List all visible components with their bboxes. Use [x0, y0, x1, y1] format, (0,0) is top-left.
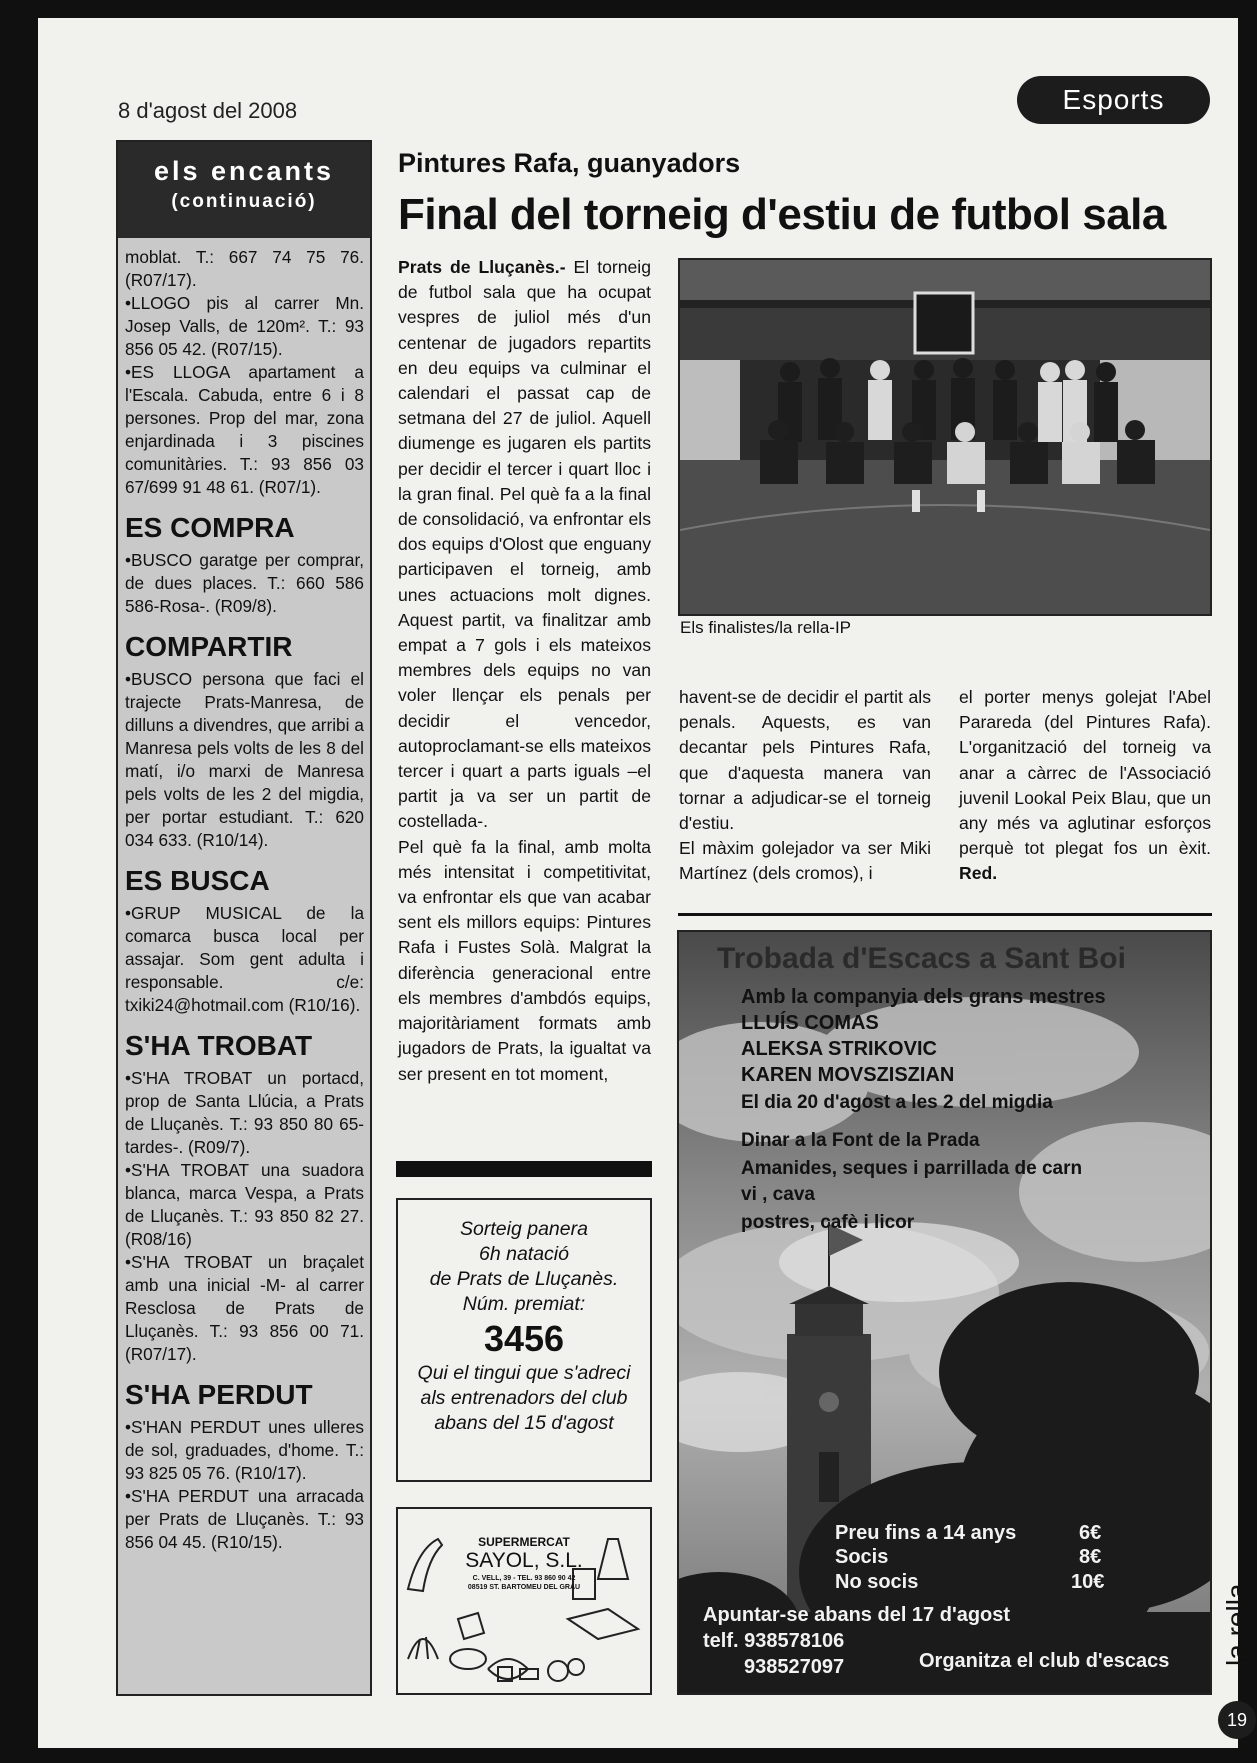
team-photo [678, 258, 1212, 616]
article-signature: Red. [959, 863, 998, 884]
raffle-notice [396, 1198, 652, 1482]
sidebar-subtitle: (continuació) [171, 191, 317, 212]
poster-menu: vi , cava [741, 1184, 815, 1205]
sidebar-body [118, 238, 370, 1554]
ad-store-name: SAYOL, S.L. [465, 1549, 583, 1572]
contact-phone: telf. 938578106 [703, 1630, 845, 1652]
raffle-line: Qui el tingui que s'adreci [417, 1362, 631, 1384]
raffle-line: 6h natació [479, 1243, 569, 1265]
raffle-line: Sorteig panera [460, 1218, 588, 1240]
poster-lunch: Dinar a la Font de la Prada [741, 1130, 980, 1151]
poster-intro: Amb la companyia dels grans mestres [741, 986, 1106, 1008]
magazine-name [1216, 1558, 1256, 1668]
price-label: Socis [835, 1546, 889, 1568]
sidebar-title: els encants [153, 156, 335, 186]
poster-player: KAREN MOVSZISZIAN [741, 1064, 955, 1086]
section-divider [678, 913, 1212, 916]
raffle-line: de Prats de Lluçanès. [429, 1268, 619, 1290]
section-heading: ES COMPRA [125, 512, 295, 543]
classified-item: •S'HA TROBAT un braçalet amb una inicial -M- al carrer Resclosa de Prats de Lluçanès. T.: 93 856 00 71. (R07/17). [125, 1252, 364, 1364]
winning-number: 3456 [483, 1318, 565, 1359]
price-value: 10€ [1071, 1571, 1105, 1593]
classified-item: •BUSCO persona que faci el trajecte Prats-Manresa, de dilluns a divendres, que arribi a Manresa pels volts de les 8 del matí, i/o marxi de Manresa pels volts de les 2 del migdia, per portar estudiant. T.: 620 034 633. (R10/14). [125, 669, 364, 850]
classified-item: moblat. T.: 667 74 75 76. (R07/17). [125, 247, 364, 290]
ad-address: 08519 ST. BARTOMEU DEL GRAU [467, 1584, 581, 1591]
article-paragraph: El torneig de futbol sala que ha ocupat vespres de juliol més d'un centenar de jugadors repartits en deu equips va culminar el calendari el passat cap de setmana del 27 de juliol. Aquell diumenge es jugaren els partits per decidir el tercer i quart lloc i la gran final. Pel què fa a la final de consolidació, va enfrontar els dos equips d'Olost que enguany participaven el torneig, amb unes actuacions molt dignes. Aquest partit, va finalitzar amb empat a 7 gols i els mateixos membres dels equips no van voler llençar els penals per decidir el vencedor, autoproclamant-se ells mateixos tercer i quart a parts iguals –el partit ja va ser un partit de costellada-. [398, 257, 651, 832]
article-column-2 [679, 685, 931, 887]
chess-event-poster [677, 930, 1212, 1695]
poster-menu: postres, cafè i licor [741, 1212, 915, 1233]
page [38, 18, 1252, 1748]
poster-menu: Amanides, seques i parrillada de carn [741, 1158, 1083, 1179]
raffle-line: Núm. premiat: [462, 1293, 586, 1315]
article-paragraph: Pel què fa la final, amb molta més intensitat i competitivitat, va enfrontar els que van acabar sent els millors equips: Pintures Rafa i Fustes Solà. Malgrat la diferència generacional entre els membres d'ambdós equips, majoritàriament formats amb jugadors de Prats, la igualtat va ser present en tot moment, [398, 836, 651, 1084]
classified-item: •ES LLOGA apartament a l'Escala. Cabuda, entre 6 i 8 persones. Prop del mar, zona enjardinada i 3 piscines comunitàries. T.: 93 856 03 67/699 91 48 61. (R07/1). [125, 362, 364, 497]
magazine-name-text: la rella [1221, 1583, 1252, 1666]
section-heading: S'HA PERDUT [125, 1379, 313, 1410]
classified-item: •BUSCO garatge per comprar, de dues places. T.: 660 586 586-Rosa-. (R09/8). [125, 550, 364, 616]
poster-organizer: Organitza el club d'escacs [919, 1650, 1170, 1672]
section-label: Esports [1017, 76, 1210, 124]
article-paragraph: el porter menys golejat l'Abel Parareda (del Pintures Rafa). L'organització del torneig va anar a càrrec de l'Associació juvenil Lookal Peix Blau, que un any més va aglutinar esforços perquè tot plegat fos un èxit. [959, 687, 1211, 859]
supermarket-ad [396, 1507, 652, 1695]
issue-date: 8 d'agost del 2008 [118, 98, 298, 123]
poster-title: Trobada d'Escacs a Sant Boi [717, 942, 1126, 975]
ad-label: SUPERMERCAT [478, 1535, 570, 1549]
classified-item: •GRUP MUSICAL de la comarca busca local per assajar. Som gent adulta i responsable. c/e: txiki24@hotmail.com (R10/16). [125, 903, 364, 1015]
price-value: 8€ [1079, 1546, 1102, 1568]
article-byline: Prats de Lluçanès.- [398, 257, 566, 277]
section-heading: S'HA TROBAT [125, 1030, 313, 1061]
poster-player: ALEKSA STRIKOVIC [741, 1038, 937, 1060]
article-headline: Final del torneig d'estiu de futbol sala [398, 190, 1166, 239]
classified-item: •S'HAN PERDUT unes ulleres de sol, graduades, d'home. T.: 93 825 05 76. (R10/17). [125, 1417, 364, 1483]
sidebar-header [118, 142, 370, 238]
article-column-1 [398, 255, 651, 1087]
section-heading: COMPARTIR [125, 631, 293, 662]
contact-phone: 938527097 [744, 1656, 845, 1678]
article-paragraph: El màxim golejador va ser Miki Martínez (dels cromos), i [679, 838, 931, 884]
team-photo-image [680, 260, 1210, 614]
raffle-line: als entrenadors del club [420, 1387, 628, 1409]
article-paragraph: havent-se de decidir el partit als penals. Aquests, es van decantar pels Pintures Rafa, que d'aquesta manera van tornar a adjudicar-se el torneig d'estiu. [679, 687, 931, 834]
article-column-3 [959, 685, 1211, 887]
ad-address: C. VELL, 39 - TEL. 93 860 90 42 [472, 1575, 576, 1582]
price-label: Preu fins a 14 anys [835, 1522, 1017, 1544]
black-bar [396, 1161, 652, 1177]
price-label: No socis [835, 1571, 919, 1593]
signup-deadline: Apuntar-se abans del 17 d'agost [703, 1604, 1011, 1626]
classified-item: •S'HA TROBAT un portacd, prop de Santa Llúcia, a Prats de Lluçanès. T.: 93 850 80 65-tardes-. (R09/7). [125, 1068, 364, 1157]
page-number: 19 [1218, 1701, 1256, 1739]
article-kicker: Pintures Rafa, guanyadors [398, 148, 741, 178]
classified-item: •S'HA PERDUT una arracada per Prats de Lluçanès. T.: 93 856 04 45. (R10/15). [125, 1486, 364, 1552]
price-value: 6€ [1079, 1522, 1102, 1544]
poster-player: LLUÍS COMAS [741, 1012, 879, 1034]
raffle-line: abans del 15 d'agost [434, 1412, 614, 1434]
classifieds-sidebar [116, 140, 372, 1696]
classified-item: •S'HA TROBAT una suadora blanca, marca Vespa, a Prats de Lluçanès. T.: 93 850 82 27. (R08/16) [125, 1160, 364, 1249]
section-heading: ES BUSCA [125, 865, 270, 896]
photo-caption: Els finalistes/la rella-IP [680, 618, 852, 637]
classified-item: •LLOGO pis al carrer Mn. Josep Valls, de 120m². T.: 93 856 05 42. (R07/15). [125, 293, 364, 359]
poster-date: El dia 20 d'agost a les 2 del migdia [741, 1092, 1053, 1113]
